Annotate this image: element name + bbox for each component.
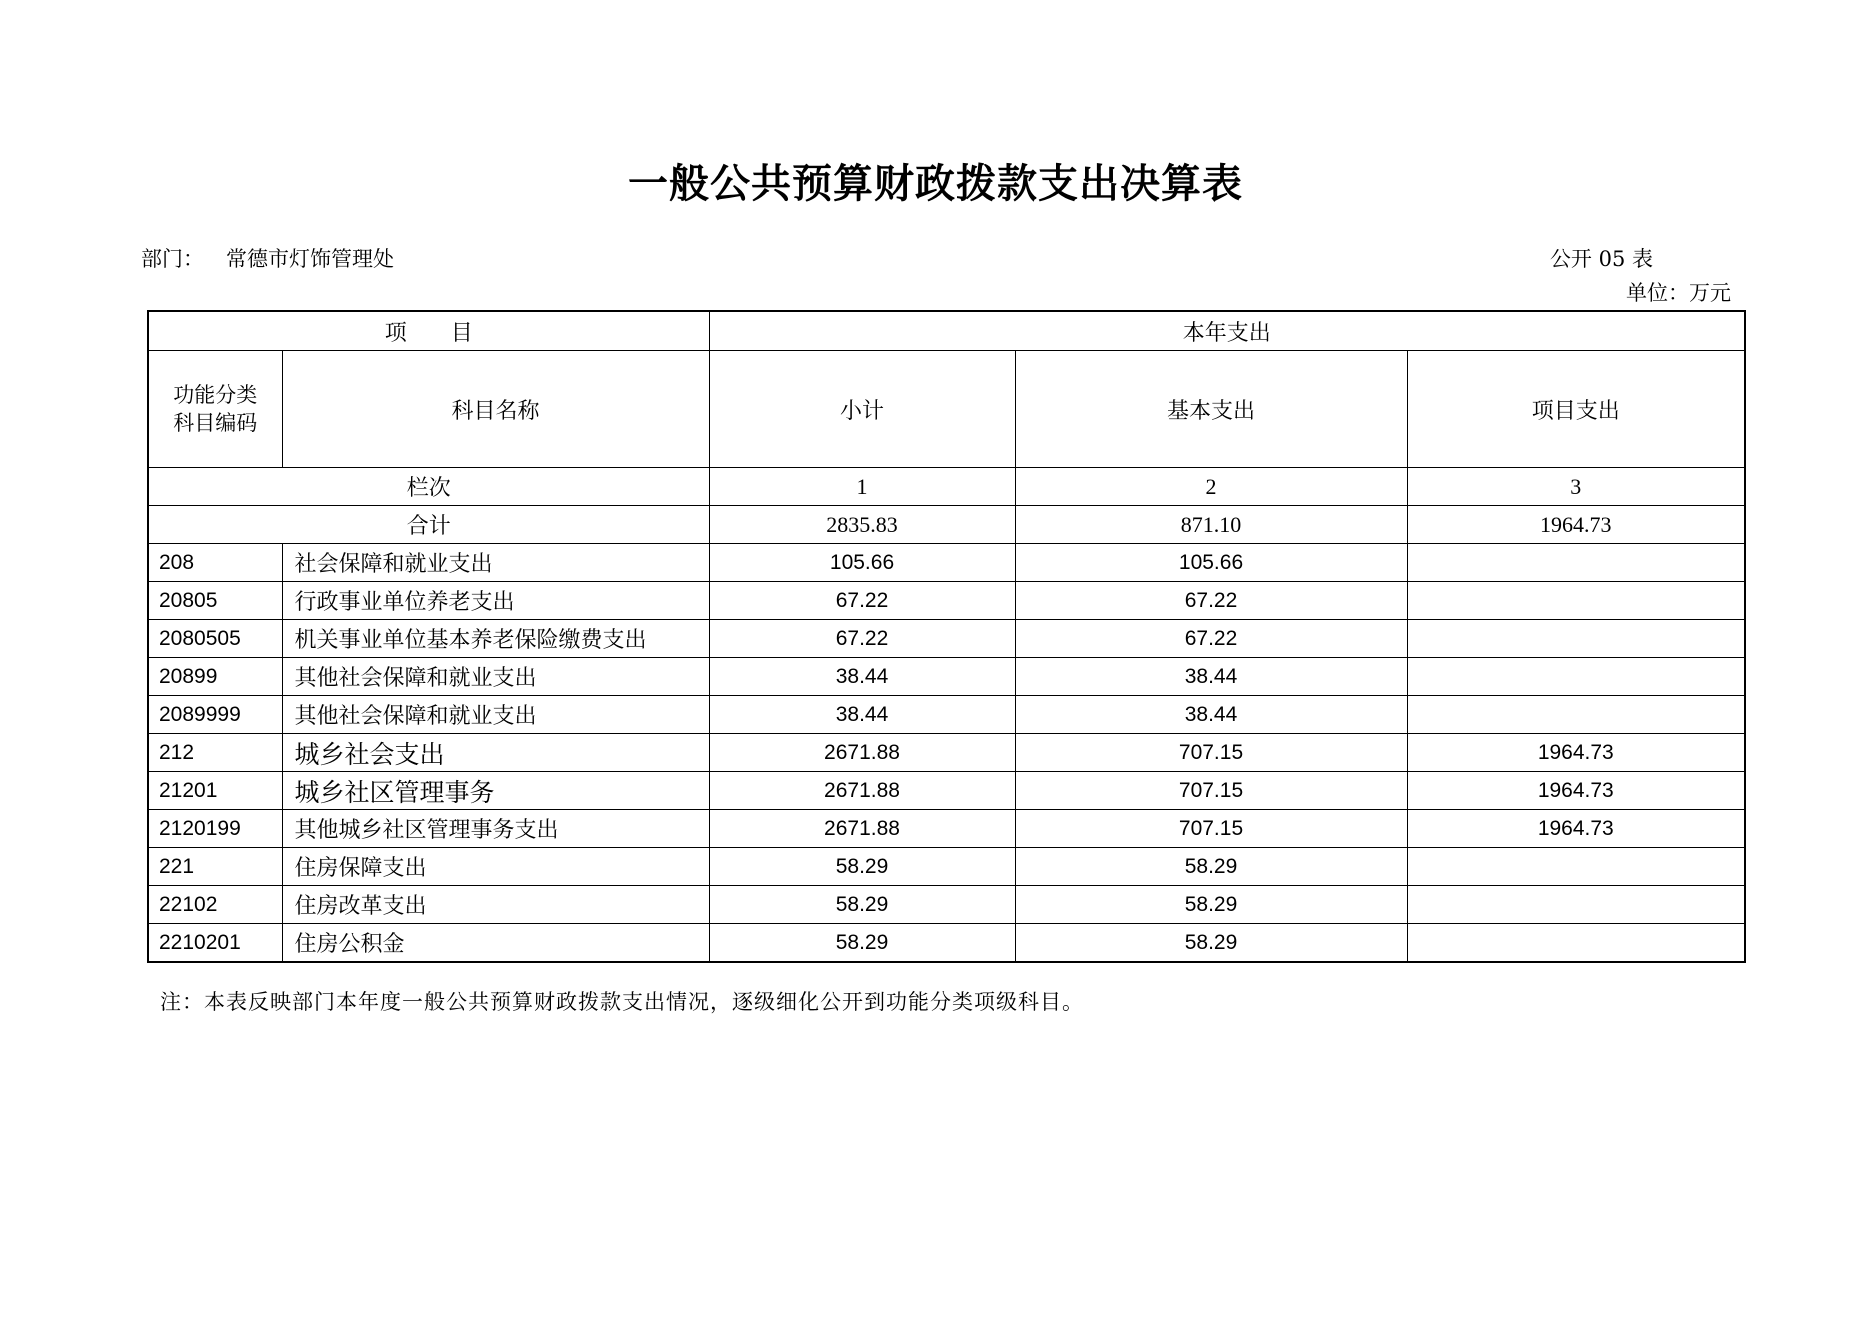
header-code-line1: 功能分类 <box>173 383 258 407</box>
row-code: 212 <box>148 734 282 772</box>
row-project <box>1407 582 1745 620</box>
unit-label: 单位：万元 <box>1626 281 1731 305</box>
header-row-2 <box>148 351 1745 468</box>
header-code-line2: 科目编码 <box>173 411 258 435</box>
row-code: 221 <box>148 848 282 886</box>
row-name: 住房公积金 <box>282 924 709 963</box>
row-code: 2210201 <box>148 924 282 963</box>
row-project: 1964.73 <box>1407 734 1745 772</box>
column-index-row <box>148 468 1745 506</box>
row-basic: 67.22 <box>1015 582 1407 620</box>
row-name: 其他社会保障和就业支出 <box>282 658 709 696</box>
row-subtotal: 2671.88 <box>709 810 1015 848</box>
table-row <box>148 886 1745 924</box>
row-name: 行政事业单位养老支出 <box>282 582 709 620</box>
row-code: 20899 <box>148 658 282 696</box>
header-basic: 基本支出 <box>1015 351 1407 468</box>
row-basic: 58.29 <box>1015 924 1407 963</box>
column-index-3: 3 <box>1407 468 1745 506</box>
footnote: 注：本表反映部门本年度一般公共预算财政拨款支出情况，逐级细化公开到功能分类项级科目。 <box>160 990 1084 1014</box>
column-index-2: 2 <box>1015 468 1407 506</box>
row-name: 其他社会保障和就业支出 <box>282 696 709 734</box>
row-basic: 707.15 <box>1015 810 1407 848</box>
row-name: 机关事业单位基本养老保险缴费支出 <box>282 620 709 658</box>
row-basic: 58.29 <box>1015 848 1407 886</box>
total-label: 合计 <box>148 506 709 544</box>
column-index-label: 栏次 <box>148 468 709 506</box>
row-subtotal: 58.29 <box>709 924 1015 963</box>
row-basic: 38.44 <box>1015 658 1407 696</box>
row-subtotal: 2671.88 <box>709 734 1015 772</box>
row-project: 1964.73 <box>1407 772 1745 810</box>
row-code: 2120199 <box>148 810 282 848</box>
total-row <box>148 506 1745 544</box>
row-name: 住房保障支出 <box>282 848 709 886</box>
header-item: 项 目 <box>148 311 709 351</box>
row-basic: 67.22 <box>1015 620 1407 658</box>
row-code: 2089999 <box>148 696 282 734</box>
page-title: 一般公共预算财政拨款支出决算表 <box>628 160 1243 207</box>
row-code: 208 <box>148 544 282 582</box>
row-name: 其他城乡社区管理事务支出 <box>282 810 709 848</box>
form-number: 公开 05 表 <box>1549 247 1653 271</box>
row-name: 住房改革支出 <box>282 886 709 924</box>
department-line <box>141 243 394 273</box>
table-row <box>148 810 1745 848</box>
row-basic: 58.29 <box>1015 886 1407 924</box>
header-current-year: 本年支出 <box>709 311 1745 351</box>
row-name: 城乡社区管理事务 <box>282 772 709 810</box>
table-row <box>148 620 1745 658</box>
row-code: 21201 <box>148 772 282 810</box>
row-subtotal: 67.22 <box>709 582 1015 620</box>
row-subtotal: 67.22 <box>709 620 1015 658</box>
header-subtotal: 小计 <box>709 351 1015 468</box>
row-basic: 38.44 <box>1015 696 1407 734</box>
row-project <box>1407 658 1745 696</box>
row-subtotal: 58.29 <box>709 886 1015 924</box>
row-code: 22102 <box>148 886 282 924</box>
row-project <box>1407 620 1745 658</box>
department-value: 常德市灯饰管理处 <box>226 247 394 271</box>
department-label: 部门： <box>141 247 204 271</box>
total-subtotal: 2835.83 <box>709 506 1015 544</box>
table-row <box>148 924 1745 963</box>
row-basic: 105.66 <box>1015 544 1407 582</box>
expenditure-table <box>147 310 1746 963</box>
row-name: 城乡社会支出 <box>282 734 709 772</box>
table-row <box>148 848 1745 886</box>
row-project <box>1407 544 1745 582</box>
row-basic: 707.15 <box>1015 772 1407 810</box>
row-subtotal: 58.29 <box>709 848 1015 886</box>
header-name-col: 科目名称 <box>282 351 709 468</box>
table-row <box>148 582 1745 620</box>
table-row <box>148 658 1745 696</box>
table-row <box>148 734 1745 772</box>
row-code: 2080505 <box>148 620 282 658</box>
row-project: 1964.73 <box>1407 810 1745 848</box>
table-row <box>148 772 1745 810</box>
row-subtotal: 38.44 <box>709 696 1015 734</box>
row-name: 社会保障和就业支出 <box>282 544 709 582</box>
header-project: 项目支出 <box>1407 351 1745 468</box>
table-row <box>148 696 1745 734</box>
row-project <box>1407 848 1745 886</box>
row-subtotal: 38.44 <box>709 658 1015 696</box>
row-code: 20805 <box>148 582 282 620</box>
row-subtotal: 105.66 <box>709 544 1015 582</box>
row-project <box>1407 696 1745 734</box>
total-basic: 871.10 <box>1015 506 1407 544</box>
total-project: 1964.73 <box>1407 506 1745 544</box>
table-row <box>148 544 1745 582</box>
header-code-col <box>148 351 282 468</box>
row-project <box>1407 924 1745 963</box>
row-project <box>1407 886 1745 924</box>
row-basic: 707.15 <box>1015 734 1407 772</box>
row-subtotal: 2671.88 <box>709 772 1015 810</box>
column-index-1: 1 <box>709 468 1015 506</box>
header-row-1 <box>148 311 1745 351</box>
